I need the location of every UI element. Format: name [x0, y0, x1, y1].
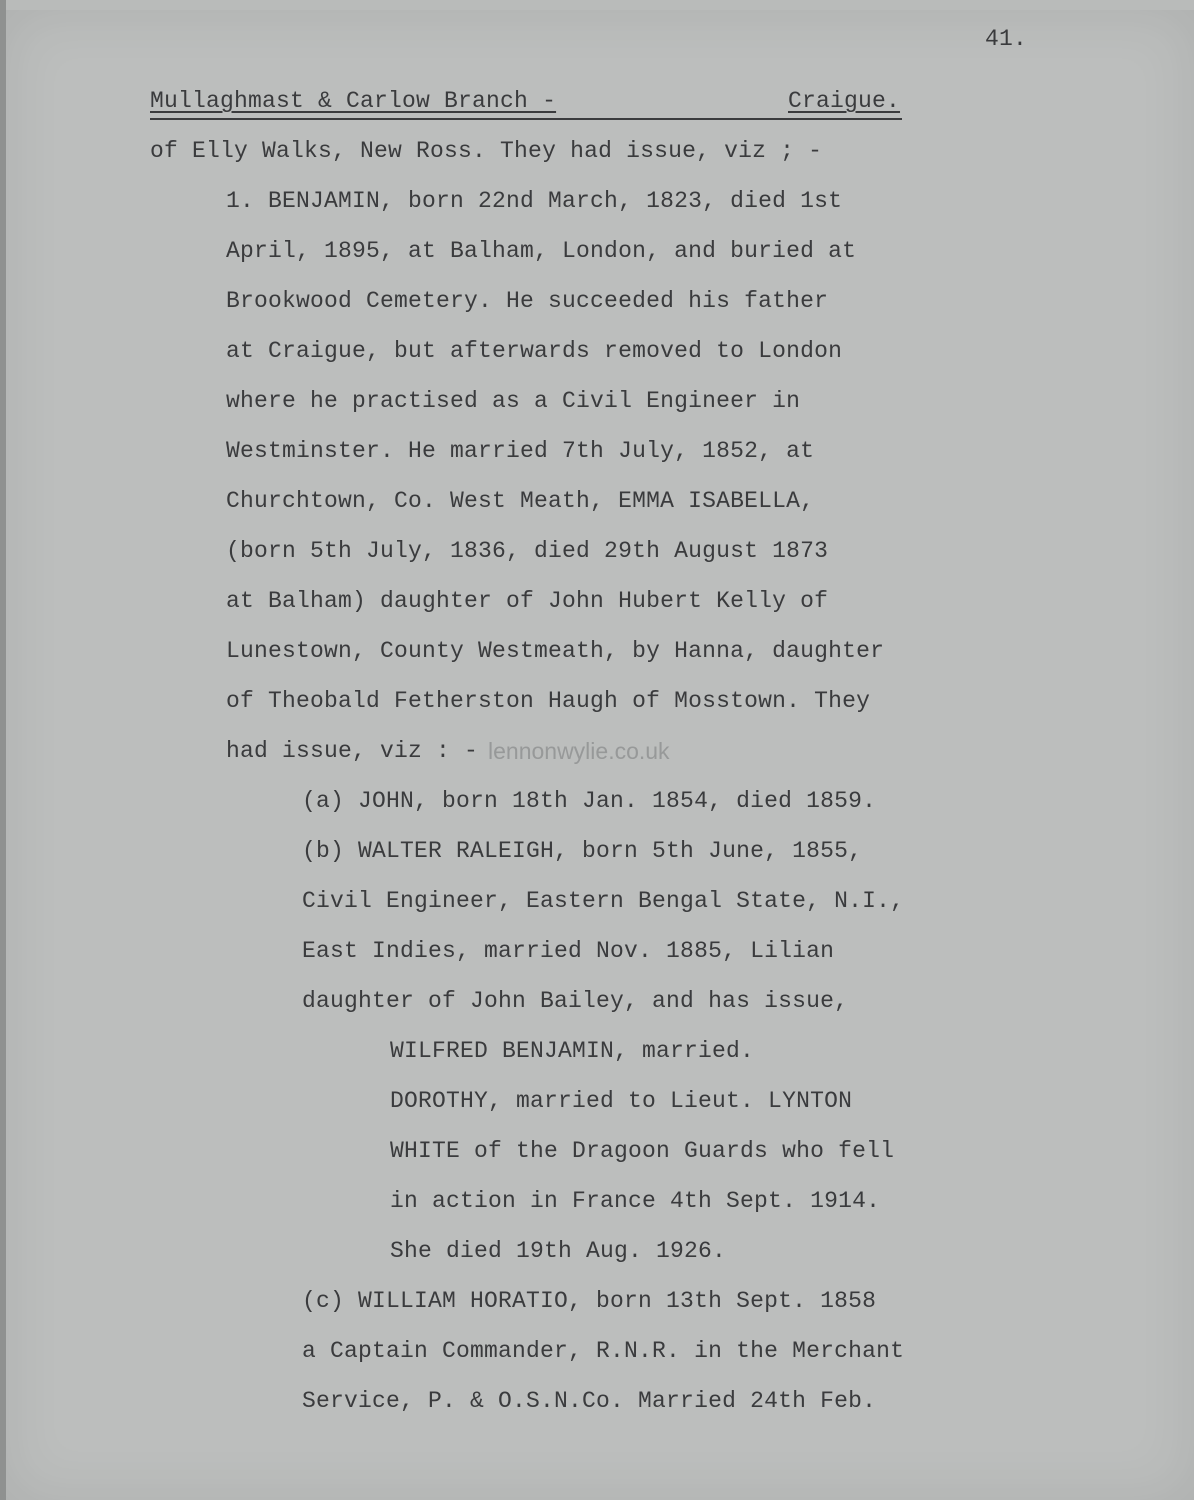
page-number: 41. [985, 26, 1028, 52]
text-line: at Craigue, but afterwards removed to London [226, 338, 843, 364]
text-line: East Indies, married Nov. 1885, Lilian [302, 938, 835, 964]
text-line: where he practised as a Civil Engineer in [226, 388, 801, 414]
text-line: (born 5th July, 1836, died 29th August 1873 [226, 538, 829, 564]
text-line: at Balham) daughter of John Hubert Kelly of [226, 588, 829, 614]
text-line: had issue, viz : - [226, 738, 479, 764]
text-line: She died 19th Aug. 1926. [390, 1238, 727, 1264]
text-line: in action in France 4th Sept. 1914. [390, 1188, 881, 1214]
text-line: Service, P. & O.S.N.Co. Married 24th Feb. [302, 1388, 877, 1414]
text-line: Lunestown, County Westmeath, by Hanna, daughter [226, 638, 885, 664]
text-line: DOROTHY, married to Lieut. LYNTON [390, 1088, 853, 1114]
text-line: April, 1895, at Balham, London, and buried at [226, 238, 857, 264]
branch-header: Mullaghmast & Carlow Branch - [150, 88, 557, 114]
text-line: of Elly Walks, New Ross. They had issue, viz ; - [150, 138, 823, 164]
watermark: lennonwylie.co.uk [488, 738, 670, 764]
text-line: (c) WILLIAM HORATIO, born 13th Sept. 1858 [302, 1288, 877, 1314]
text-line: 1. BENJAMIN, born 22nd March, 1823, died 1st [226, 188, 843, 214]
text-line: daughter of John Bailey, and has issue, [302, 988, 849, 1014]
text-line: WILFRED BENJAMIN, married. [390, 1038, 755, 1064]
text-line: (b) WALTER RALEIGH, born 5th June, 1855, [302, 838, 863, 864]
text-line: (a) JOHN, born 18th Jan. 1854, died 1859. [302, 788, 877, 814]
text-line: a Captain Commander, R.N.R. in the Merchant [302, 1338, 905, 1364]
text-line: of Theobald Fetherston Haugh of Mosstown. They [226, 688, 871, 714]
text-line: Civil Engineer, Eastern Bengal State, N.I., [302, 888, 905, 914]
text-line: Westminster. He married 7th July, 1852, at [226, 438, 815, 464]
text-line: Churchtown, Co. West Meath, EMMA ISABELLA, [226, 488, 815, 514]
place-header: Craigue. [788, 88, 901, 114]
text-line: Brookwood Cemetery. He succeeded his father [226, 288, 829, 314]
header-rule [150, 118, 902, 120]
text-line: WHITE of the Dragoon Guards who fell [390, 1138, 895, 1164]
